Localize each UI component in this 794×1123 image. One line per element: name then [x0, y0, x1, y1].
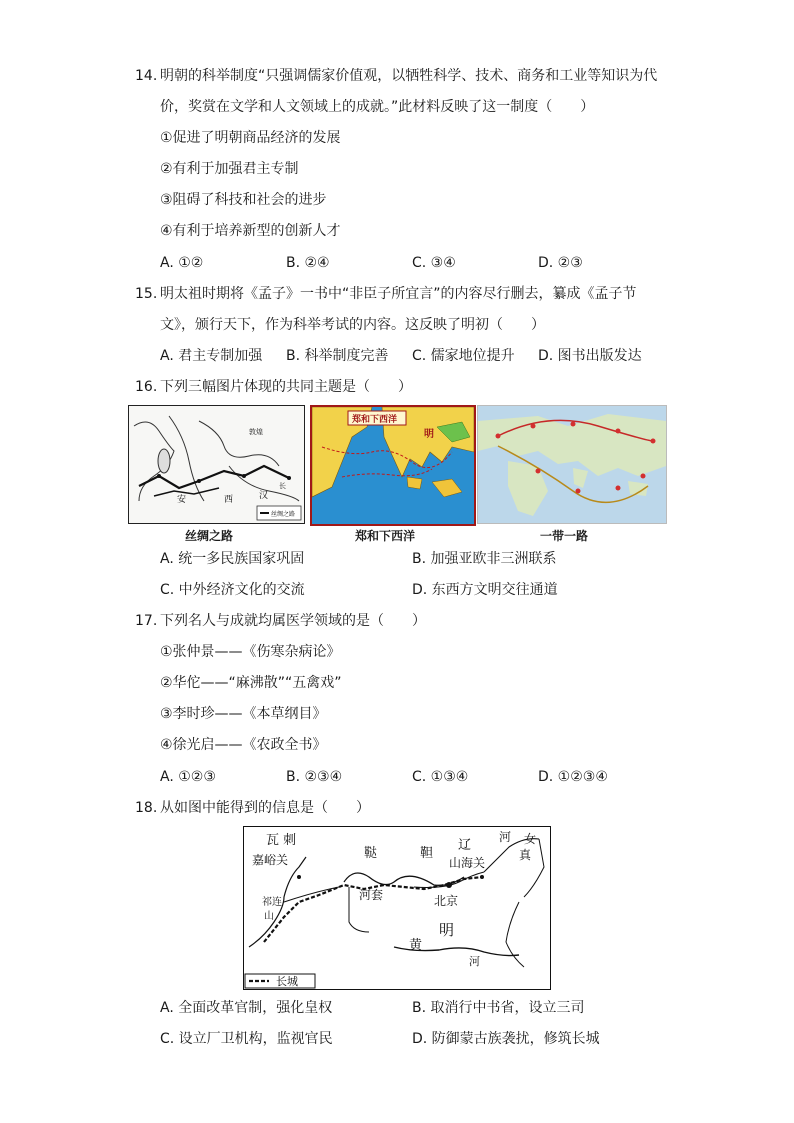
map1-legend: 丝绸之路: [271, 511, 296, 518]
q14-stem-line1: 明朝的科举制度“只强调儒家价值观，以牺牲科学、技术、商务和工业等知识为代: [160, 68, 658, 84]
q14-option-d: D. ②③: [538, 255, 583, 271]
q18-option-b: B. 取消行中书省，设立三司: [412, 1000, 585, 1016]
q18-option-d: D. 防御蒙古族袭扰，修筑长城: [412, 1031, 600, 1047]
q14-item-1: ①促进了明朝商品经济的发展: [160, 130, 341, 146]
map2-label-ming: 明: [424, 429, 434, 440]
q17-option-d: D. ①②③④: [538, 769, 608, 785]
caption-silk-road: 丝绸之路: [185, 529, 234, 543]
q15-stem-line1: 明太祖时期将《孟子》一书中“非臣子所宜言”的内容尽行删去，纂成《孟子节: [160, 286, 637, 302]
q14-number: 14.: [135, 68, 158, 84]
map1-label-an: 安: [177, 495, 187, 505]
map18-label-he: 河: [499, 830, 512, 844]
map18-label-ming: 明: [439, 921, 455, 939]
map18-label-beijing: 北京: [434, 894, 459, 908]
q14-option-a: A. ①②: [160, 255, 204, 271]
q16-number: 16.: [135, 379, 158, 395]
map18-label-zhen: 真: [519, 848, 532, 862]
q17-stem: 下列名人与成就均属医学领域的是（ ）: [160, 613, 426, 629]
caption-belt-road: 一带一路: [540, 529, 589, 543]
q16-option-c: C. 中外经济文化的交流: [160, 582, 305, 598]
map18-legend: 长城: [276, 975, 298, 988]
q18-option-c: C. 设立厂卫机构，监视官民: [160, 1031, 333, 1047]
q15-option-c: C. 儒家地位提升: [412, 348, 515, 364]
q16-stem: 下列三幅图片体现的共同主题是（ ）: [160, 379, 412, 395]
map1-label-chang: 长: [279, 482, 286, 490]
q16-option-d: D. 东西方文明交往通道: [412, 582, 558, 598]
silk-road-map: [128, 405, 305, 524]
q17-option-b: B. ②③④: [286, 769, 343, 785]
q15-stem-line2: 文》，颁行天下，作为科举考试的内容。这反映了明初（ ）: [160, 317, 545, 333]
map18-label-hetao: 河套: [359, 888, 384, 902]
q17-item-3: ③李时珍——《本草纲目》: [160, 706, 327, 722]
q17-item-2: ②华佗——“麻沸散”“五禽戏”: [160, 675, 342, 691]
map18-label-wala: 瓦 刺: [266, 833, 297, 848]
zheng-he-map: [310, 405, 476, 526]
map18-label-jiayuguan: 嘉峪关: [252, 853, 289, 867]
map18-label-liao: 辽: [458, 838, 472, 853]
map1-label-xi: 西: [224, 495, 234, 505]
q15-option-b: B. 科举制度完善: [286, 348, 389, 364]
q15-option-d: D. 图书出版发达: [538, 348, 642, 364]
q15-number: 15.: [135, 286, 158, 302]
q14-option-b: B. ②④: [286, 255, 330, 271]
map1-label-han: 汉: [259, 491, 269, 501]
map18-label-da: 鞑: [364, 846, 378, 861]
q14-option-c: C. ③④: [412, 255, 456, 271]
q18-option-a: A. 全面改革官制，强化皇权: [160, 1000, 333, 1016]
q14-stem-line2: 价，奖赏在文学和人文领域上的成就。”此材料反映了这一制度（ ）: [160, 99, 595, 115]
q17-item-1: ①张仲景——《伤寒杂病论》: [160, 644, 341, 660]
map18-label-he2: 河: [469, 955, 480, 968]
great-wall-map: [243, 826, 551, 990]
belt-road-map: [477, 405, 667, 524]
q16-option-a: A. 统一多民族国家巩固: [160, 551, 305, 567]
q17-option-a: A. ①②③: [160, 769, 216, 785]
q15-option-a: A. 君主专制加强: [160, 348, 263, 364]
map18-label-huang: 黄: [409, 938, 423, 953]
caption-zheng-he: 郑和下西洋: [355, 529, 416, 543]
q17-item-4: ④徐光启——《农政全书》: [160, 737, 327, 753]
map18-label-qilian: 祁连: [262, 897, 282, 908]
map18-label-shanhaiguan: 山海关: [449, 856, 486, 870]
q18-number: 18.: [135, 800, 158, 816]
q14-item-3: ③阻碍了科技和社会的进步: [160, 192, 327, 208]
q14-item-4: ④有利于培养新型的创新人才: [160, 223, 341, 239]
q16-option-b: B. 加强亚欧非三洲联系: [412, 551, 557, 567]
map18-label-shan: 山: [264, 911, 274, 922]
q17-option-c: C. ①③④: [412, 769, 469, 785]
map2-title: 郑和下西洋: [352, 415, 398, 425]
q17-number: 17.: [135, 613, 158, 629]
map1-label-dunhuang: 敦煌: [249, 428, 263, 436]
map18-label-dan: 靼: [420, 846, 434, 861]
q14-item-2: ②有利于加强君主专制: [160, 161, 299, 177]
map18-label-nv: 女: [524, 832, 537, 846]
q18-stem: 从如图中能得到的信息是（ ）: [160, 800, 370, 816]
